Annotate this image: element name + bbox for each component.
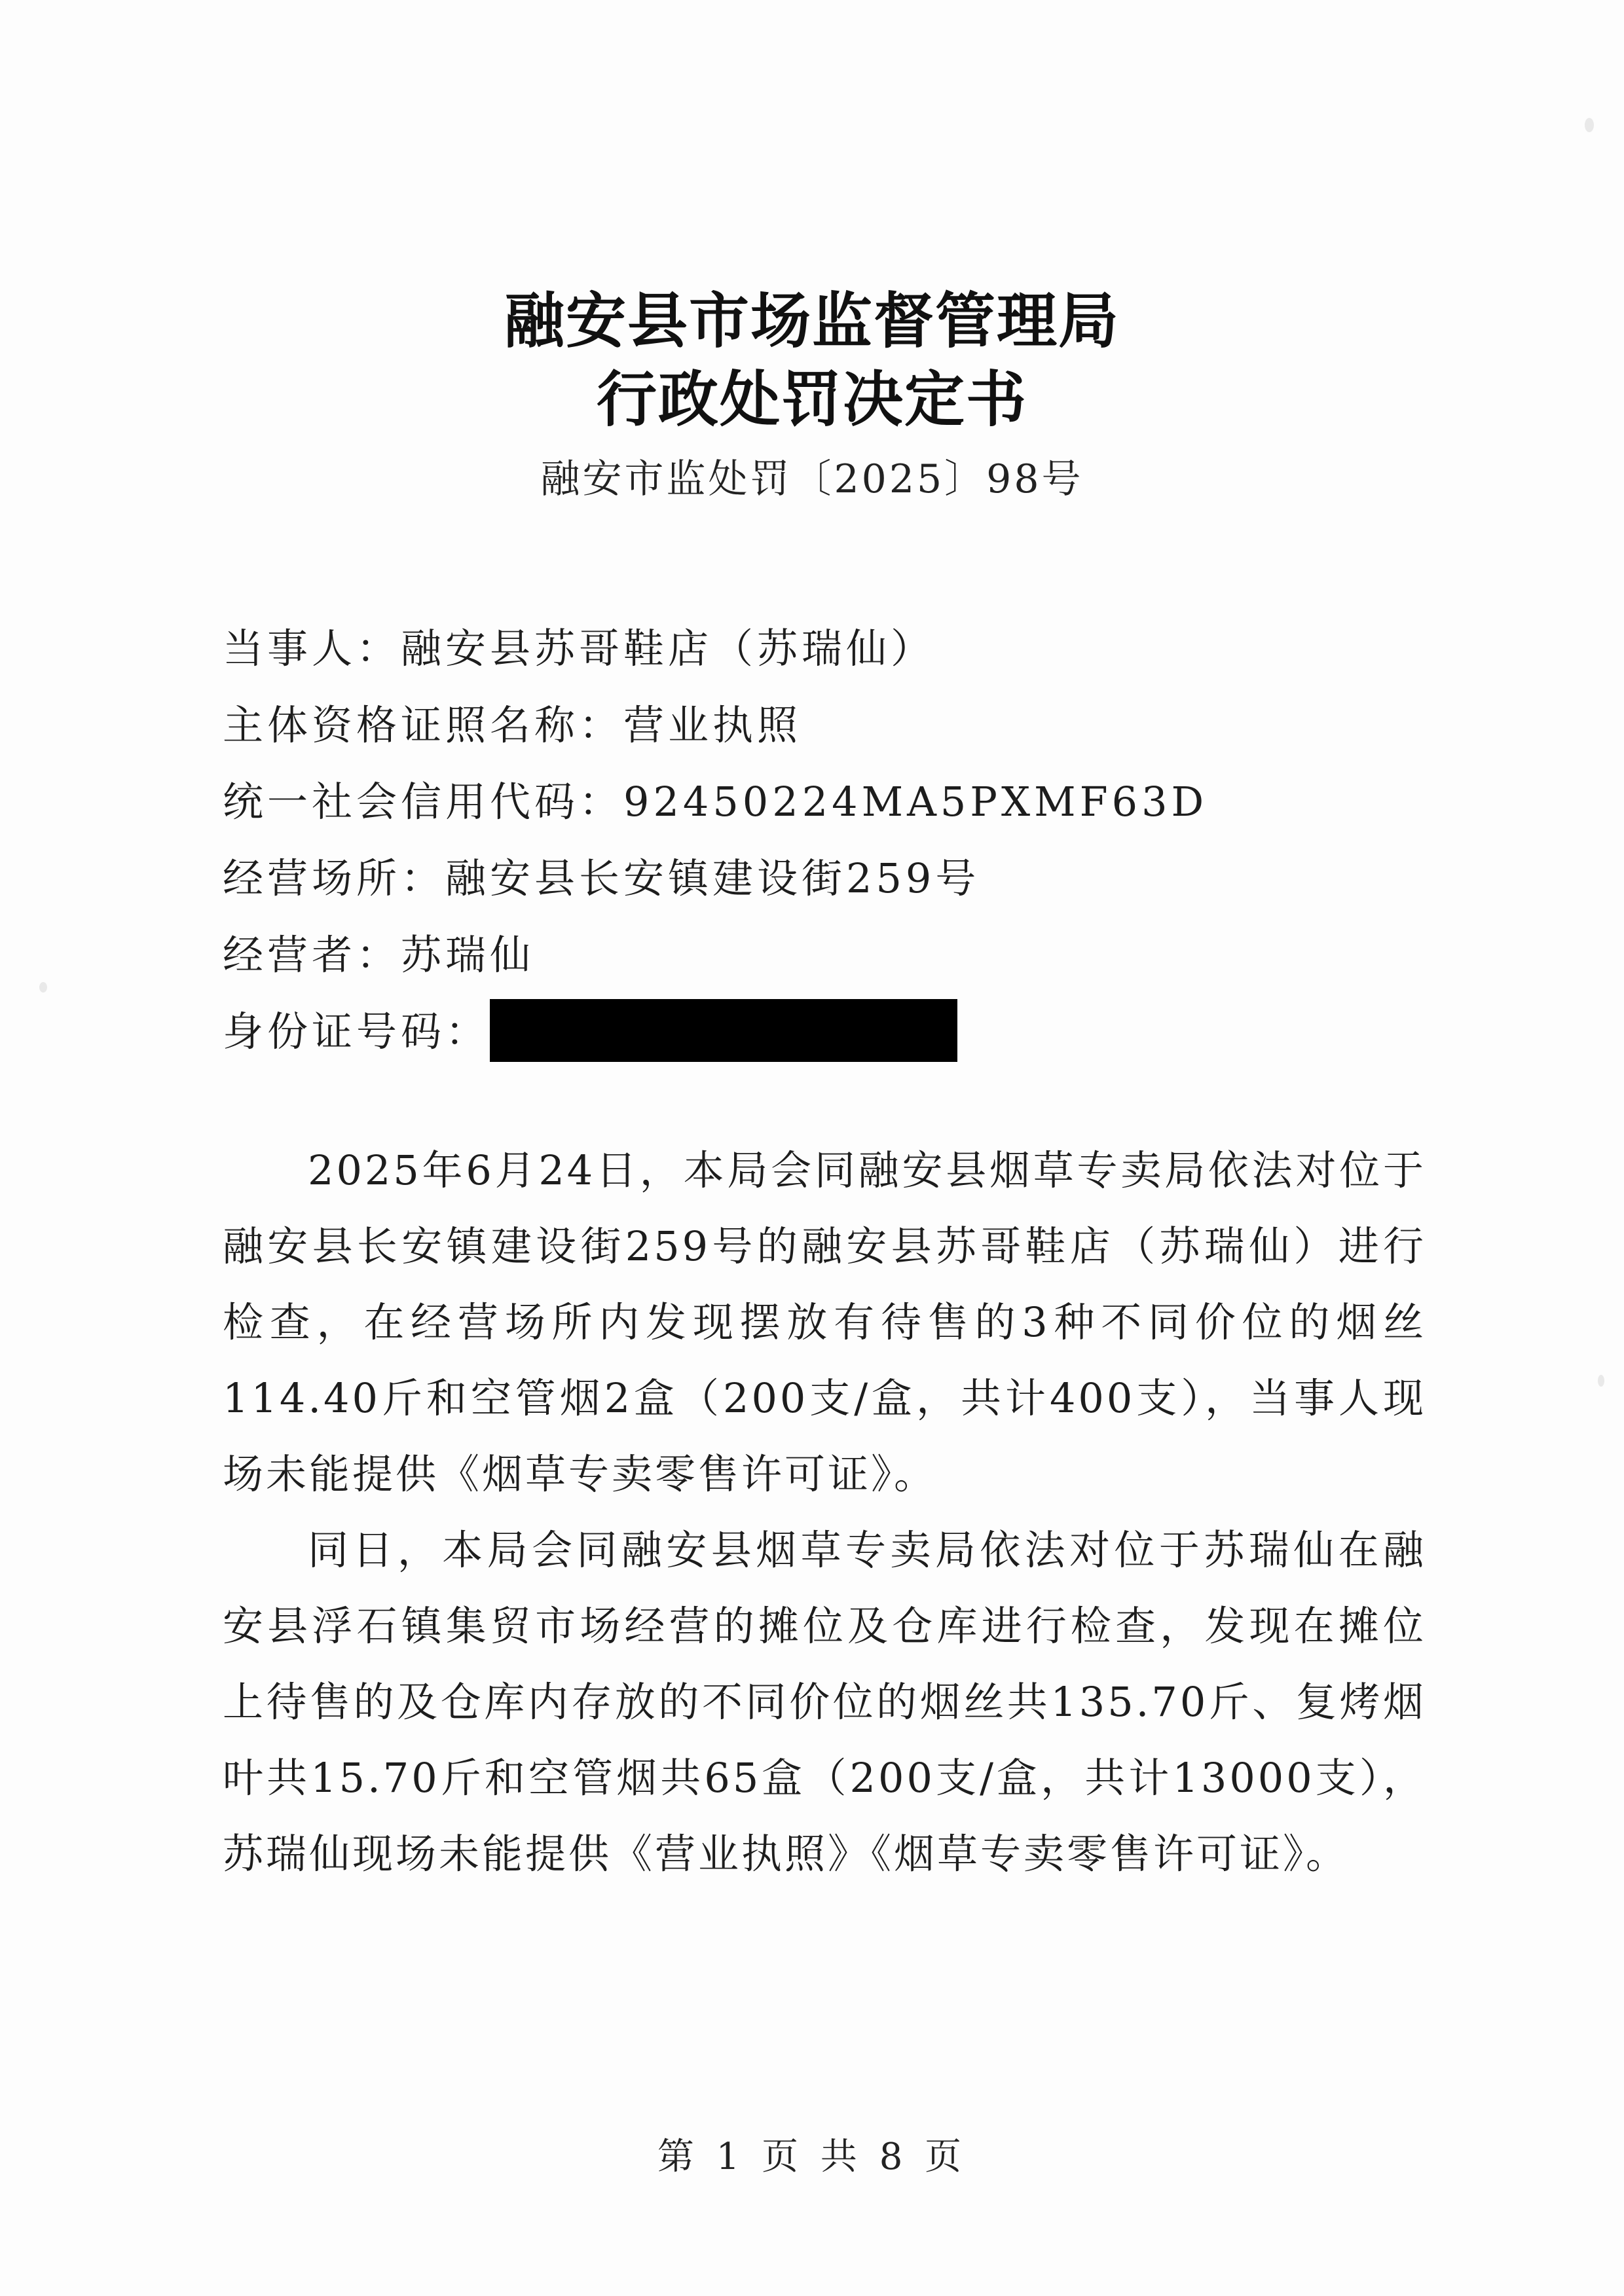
id-number-label: 身份证号码：	[223, 1008, 490, 1055]
party-label: 当事人：	[223, 625, 401, 672]
scan-speck	[1585, 118, 1594, 132]
document-body	[223, 1133, 1426, 1892]
operator-row	[223, 917, 1421, 993]
credit-code-row	[223, 763, 1421, 840]
premises-label: 经营场所：	[223, 854, 446, 902]
premises-row	[223, 840, 1421, 917]
scan-speck	[39, 982, 47, 993]
party-row	[223, 610, 1421, 687]
page-indicator: 第 1 页 共 8 页	[657, 2136, 967, 2178]
document-header	[0, 282, 1624, 505]
document-type-title: 行政处罚决定书	[596, 364, 1027, 435]
credit-code-label: 统一社会信用代码：	[223, 778, 624, 826]
operator-value: 苏瑞仙	[401, 931, 535, 979]
issuing-authority-title: 融安县市场监督管理局	[504, 285, 1120, 356]
document-number: 融安市监处罚〔2025〕98号	[540, 456, 1084, 502]
credit-code-value: 92450224MA5PXMF63D	[623, 778, 1208, 826]
id-number-row	[223, 993, 1421, 1070]
body-paragraph: 同日，本局会同融安县烟草专卖局依法对位于苏瑞仙在融安县浮石镇集贸市场经营的摊位及仓库进行检查，发现在摊位上待售的及仓库内存放的不同价位的烟丝共135.70斤、复烤烟叶共15.70斤和空管烟共65盒（200支/盒，共计13000支），苏瑞仙现场未能提供《营业执照》《烟草专卖零售许可证》。	[223, 1526, 1426, 1878]
redaction-box	[490, 999, 957, 1062]
premises-value: 融安县长安镇建设街259号	[445, 854, 980, 902]
party-value: 融安县苏哥鞋店（苏瑞仙）	[401, 625, 936, 672]
body-paragraph: 2025年6月24日，本局会同融安县烟草专卖局依法对位于融安县长安镇建设街259号的融安县苏哥鞋店（苏瑞仙）进行检查，在经营场所内发现摆放有待售的3种不同价位的烟丝114.40斤和空管烟2盒（200支/盒，共计400支），当事人现场未能提供《烟草专卖零售许可证》。	[223, 1146, 1426, 1498]
license-label: 主体资格证照名称：	[223, 701, 624, 749]
party-info-block	[223, 610, 1421, 1070]
license-value: 营业执照	[623, 701, 802, 749]
scan-speck	[1598, 1375, 1604, 1387]
license-row	[223, 687, 1421, 763]
operator-label: 经营者：	[223, 931, 401, 979]
